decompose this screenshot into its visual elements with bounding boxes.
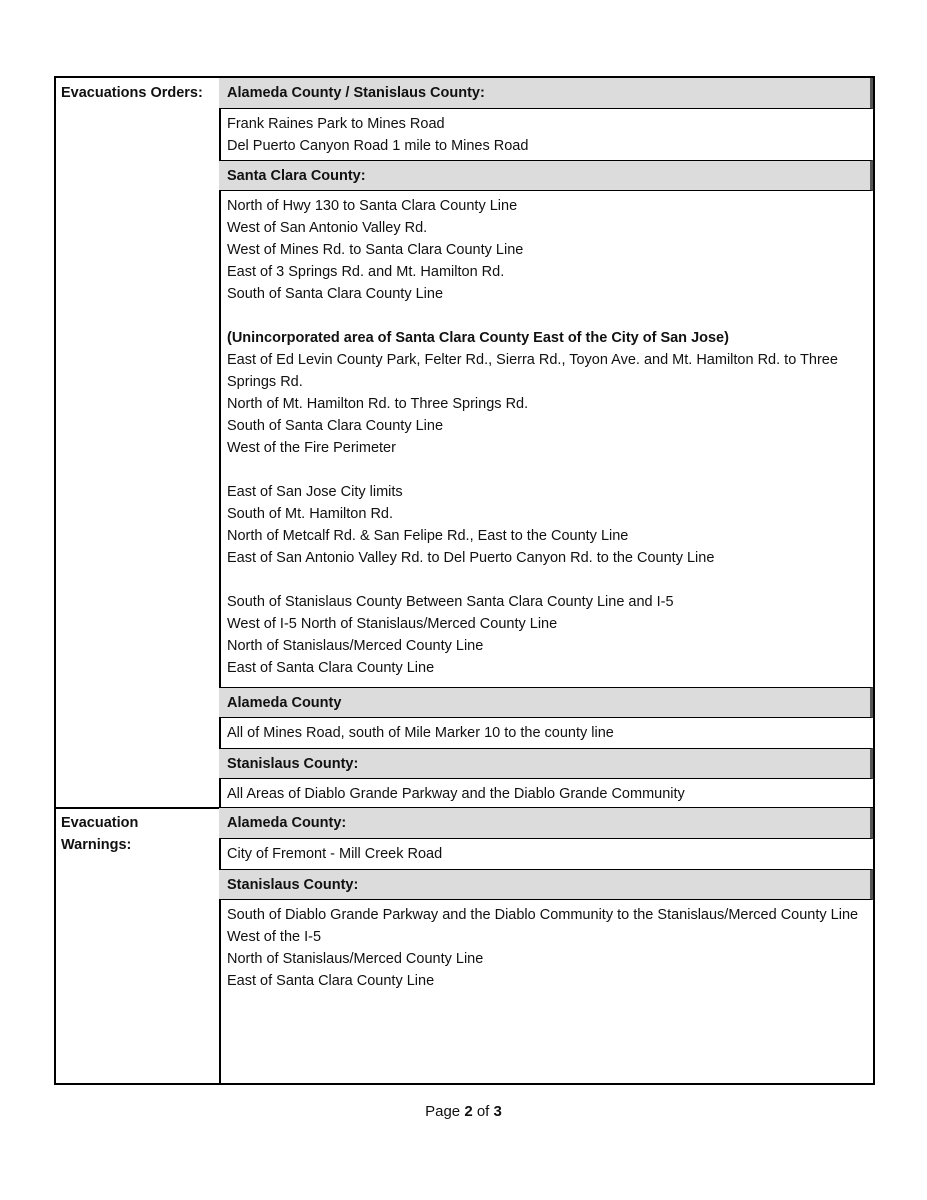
warnings-stanislaus-body <box>219 899 873 1084</box>
evacuation-warnings-label: Evacuation Warnings: <box>61 815 139 853</box>
orders-stanislaus-body <box>219 778 873 808</box>
orders-alameda-body <box>219 717 873 748</box>
list-item: East of Ed Levin County Park, Felter Rd., Sierra Rd., Toyon Ave. and Mt. Hamilton Rd. to Three Springs Rd. <box>227 352 838 390</box>
orders-santa-clara-header: Santa Clara County: <box>219 160 873 191</box>
orders-santa-clara-body <box>219 190 873 687</box>
list-item: South of Stanislaus County Between Santa Clara County Line and I-5 <box>227 594 674 610</box>
list-item: East of San Jose City limits <box>227 484 403 500</box>
list-item: North of Mt. Hamilton Rd. to Three Springs Rd. <box>227 396 529 412</box>
list-item: South of Santa Clara County Line <box>227 286 444 302</box>
list-item: East of San Antonio Valley Rd. to Del Puerto Canyon Rd. to the County Line <box>227 550 715 566</box>
list-item: City of Fremont - Mill Creek Road <box>227 846 443 862</box>
warnings-stanislaus-header: Stanislaus County: <box>219 869 873 900</box>
evacuation-table <box>54 76 875 1085</box>
evacuation-orders-label: Evacuations Orders: <box>61 85 203 101</box>
list-item: East of 3 Springs Rd. and Mt. Hamilton Rd. <box>227 264 505 280</box>
subsection-title: (Unincorporated area of Santa Clara County East of the City of San Jose) <box>227 330 729 346</box>
page-number: Page 2 of 3 <box>425 1103 502 1120</box>
list-item: East of Santa Clara County Line <box>227 973 435 989</box>
orders-stanislaus-header: Stanislaus County: <box>219 748 873 779</box>
list-item: North of Hwy 130 to Santa Clara County Line <box>227 198 518 214</box>
list-item: All Areas of Diablo Grande Parkway and the Diablo Grande Community <box>227 786 685 802</box>
warnings-alameda-header: Alameda County: <box>219 808 873 839</box>
list-item: North of Stanislaus/Merced County Line <box>227 951 484 967</box>
orders-alameda-header: Alameda County <box>219 687 873 718</box>
list-item: West of Mines Rd. to Santa Clara County Line <box>227 242 524 258</box>
list-item: All of Mines Road, south of Mile Marker 10 to the county line <box>227 725 614 741</box>
list-item: West of I-5 North of Stanislaus/Merced County Line <box>227 616 558 632</box>
orders-alameda-stanislaus-body <box>219 108 873 160</box>
orders-alameda-stanislaus-header: Alameda County / Stanislaus County: <box>219 78 873 109</box>
warnings-alameda-body <box>219 838 873 869</box>
list-item: South of Diablo Grande Parkway and the Diablo Community to the Stanislaus/Merced County Line <box>227 907 859 923</box>
list-item: Frank Raines Park to Mines Road <box>227 116 445 132</box>
list-item: South of Mt. Hamilton Rd. <box>227 506 394 522</box>
list-item: East of Santa Clara County Line <box>227 660 435 676</box>
list-item: West of the I-5 <box>227 929 322 945</box>
list-item: Del Puerto Canyon Road 1 mile to Mines Road <box>227 138 529 154</box>
list-item: North of Metcalf Rd. & San Felipe Rd., East to the County Line <box>227 528 629 544</box>
list-item: North of Stanislaus/Merced County Line <box>227 638 484 654</box>
list-item: West of the Fire Perimeter <box>227 440 396 456</box>
list-item: West of San Antonio Valley Rd. <box>227 220 428 236</box>
list-item: South of Santa Clara County Line <box>227 418 444 434</box>
